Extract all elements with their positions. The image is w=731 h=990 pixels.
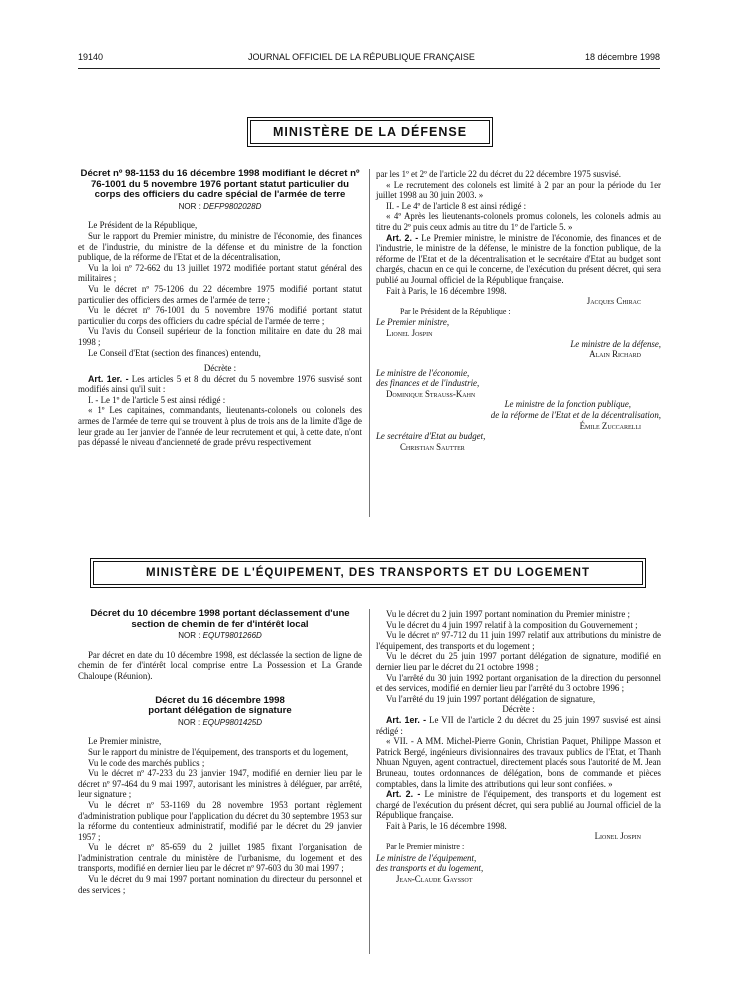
- paragraph: Vu le décret du 25 juin 1997 portant délégation de signature, modifié en dernier lieu par le décret du 21 octobre 1998 ;: [376, 651, 661, 672]
- pm-name: Lionel Jospin: [386, 327, 433, 338]
- minister-title-1: Le ministre de l'équipement,: [376, 852, 477, 863]
- nor-line: [78, 631, 362, 642]
- header-rule: [78, 68, 660, 69]
- done-line: Fait à Paris, le 16 décembre 1998.: [386, 285, 507, 296]
- column-divider: [369, 609, 370, 954]
- nor-code: DEFP9802028D: [203, 201, 262, 211]
- public-service-title-2: de la réforme de l'Etat et de la décentralisation,: [490, 410, 661, 421]
- nor-code: EQUP9801425D: [202, 717, 263, 727]
- paragraph: Vu le décret du 9 mai 1997 portant nomination du directeur du personnel et des services ;: [78, 874, 362, 895]
- decree-title: Décret nº 98-1153 du 16 décembre 1998 modifiant le décret nº 76-1001 du 5 novembre 1976 portant statut particulier du corps des officiers du cadre spécial de l'armée de terre: [80, 168, 360, 201]
- ministry-box-defense: [247, 117, 493, 147]
- budget-title: Le secrétaire d'Etat au budget,: [376, 431, 486, 442]
- paragraph: Sur le rapport du ministre de l'équipement, des transports et du logement,: [88, 746, 349, 757]
- paragraph: Vu l'arrêté du 19 juin 1997 portant délégation de signature,: [386, 693, 596, 704]
- paragraph: Vu le décret du 4 juin 1997 relatif à la composition du Gouvernement ;: [386, 619, 638, 630]
- paragraph: Par décret en date du 10 décembre 1998, est déclassée la section de ligne de chemin de fer d'intérêt local comprise entre La Possession et La Grande Chaloupe (Réunion).: [78, 649, 362, 681]
- paragraph: Vu le décret nº 97-712 du 11 juin 1997 relatif aux attributions du ministre de l'équipement, des transports et du logement ;: [376, 630, 661, 651]
- minister-title-2: des transports et du logement,: [376, 863, 484, 874]
- running-header: [78, 52, 660, 68]
- journal-title: JOURNAL OFFICIEL DE LA RÉPUBLIQUE FRANÇAISE: [248, 52, 475, 62]
- defense-name: Alain Richard: [589, 349, 641, 360]
- paragraph: I. - Le 1º de l'article 5 est ainsi rédigé :: [88, 394, 226, 405]
- nor-line: [78, 202, 362, 213]
- section1-left-column: [78, 169, 362, 448]
- paragraph: Vu le décret nº 75-1206 du 22 décembre 1975 modifié portant statut particulier des officiers des armes de l'armée de terre ;: [78, 283, 362, 305]
- economy-title-2: des finances et de l'industrie,: [376, 378, 480, 389]
- pm-title: Le Premier ministre,: [376, 317, 450, 328]
- minister-name: Jean-Claude Gayssot: [396, 873, 473, 884]
- paragraph: Vu le décret nº 47-233 du 23 janvier 1947, modifié en dernier lieu par le décret nº 97-464 du 9 mai 1997, autorisant les ministres à déléguer, par arrêté, leur signature ;: [78, 768, 362, 800]
- signature-president: Jacques Chirac: [586, 296, 641, 307]
- paragraph: Vu le décret nº 85-659 du 2 juillet 1985 fixant l'organisation de l'administration centrale du ministère de l'urbanisme, du logement et des transports, modifié en dernier lieu par le décret nº 97-603 du 30 mai 1997 ;: [78, 842, 362, 874]
- article-label: Art. 1er. -: [386, 714, 427, 725]
- paragraph: Le Premier ministre,: [88, 736, 162, 747]
- nor-label: NOR :: [178, 631, 201, 641]
- paragraph: « VII. - A MM. Michel-Pierre Gonin, Christian Paquet, Philippe Masson et Patrick Bergé, ingénieurs divisionnaires des travaux publics de l'Etat, et Thanh Nhuan Nguyen, agent contractuel, directement placés sous l'autorité de M. Jean Bruneau, toutes ordonnances de délégation, bons de commande et pièces comptables, dans la limite des attributions qui leur sont confiées. »: [376, 736, 661, 789]
- column-divider: [369, 169, 370, 517]
- done-line: Fait à Paris, le 16 décembre 1998.: [386, 820, 507, 831]
- article-text: Le ministre de l'équipement, des transports et du logement est chargé de l'exécution du présent décret, qui sera publié au Journal officiel de la République française.: [376, 789, 661, 821]
- paragraph: « 4º Après les lieutenants-colonels promus colonels, les colonels admis au titre du 2º puis ceux admis au titre du 1º de l'article 5. »: [376, 211, 661, 232]
- paragraph: « 1º Les capitaines, commandants, lieutenants-colonels ou colonels des armes de l'armée de terre qui se trouvent à plus de trois ans de la limite d'âge de leur grade au 1er janvier de l'année de leur recrutement et qui, à cette date, n'ont pas dépassé le niveau d'ancienneté de grade prévu respectivement: [78, 405, 362, 448]
- paragraph: Vu le code des marchés publics ;: [88, 757, 205, 768]
- paragraph: Vu la loi nº 72-662 du 13 juillet 1972 modifiée portant statut général des militaires ;: [78, 262, 362, 284]
- signature-pm: Lionel Jospin: [594, 831, 641, 842]
- defense-title: Le ministre de la défense,: [570, 338, 661, 349]
- public-service-title-1: Le ministre de la fonction publique,: [504, 399, 631, 410]
- economy-name: Dominique Strauss-Kahn: [386, 388, 476, 399]
- issue-date: 18 décembre 1998: [584, 52, 660, 62]
- decree-1-title: Décret du 10 décembre 1998 portant déclassement d'une section de chemin de fer d'intérêt local: [90, 608, 350, 630]
- by-president: Par le Président de la République :: [400, 306, 511, 316]
- paragraph: Vu l'avis du Conseil supérieur de la fonction militaire en date du 28 mai 1998 ;: [78, 326, 362, 347]
- article-label: Art. 2. -: [386, 232, 419, 243]
- paragraph: Vu le décret nº 76-1001 du 5 novembre 1976 modifié portant statut particulier du corps des officiers du cadre spécial de l'armée de terre ;: [78, 305, 362, 326]
- article-label: Art. 1er. -: [88, 373, 129, 384]
- budget-name: Christian Sautter: [400, 441, 465, 452]
- page-number: 19140: [78, 52, 104, 62]
- nor-line: [78, 718, 362, 729]
- section2-right-column: [376, 609, 661, 884]
- decrete-line: Décrète :: [502, 704, 535, 715]
- by-pm: Par le Premier ministre :: [386, 842, 465, 852]
- paragraph: « Le recrutement des colonels est limité à 2 par an pour la période du 1er juillet 1998 au 30 juin 2003. »: [376, 179, 661, 201]
- article-1: [376, 715, 661, 736]
- paragraph: Vu l'arrêté du 30 juin 1992 portant organisation de la direction du personnel et des services, modifié en dernier lieu par l'arrêté du 3 octobre 1996 ;: [376, 672, 661, 694]
- paragraph: Sur le rapport du Premier ministre, du ministre de l'économie, des finances et de l'industrie, du ministre de la défense et du ministre de la fonction publique, de la réforme de l'Etat et de la décentralisation,: [78, 230, 362, 263]
- decrete-line: Décrète :: [203, 363, 237, 374]
- paragraph: Vu le décret du 2 juin 1997 portant nomination du Premier ministre ;: [386, 609, 630, 619]
- ministry-box-equipment: [90, 558, 646, 588]
- paragraph: par les 1º et 2º de l'article 22 du décret du 22 décembre 1975 susvisé.: [376, 169, 621, 179]
- article-1: [78, 374, 362, 395]
- article-2: [376, 789, 661, 821]
- section1-right-column: [376, 169, 661, 452]
- article-text: Les articles 5 et 8 du décret du 5 novembre 1976 susvisé sont modifiés ainsi qu'il suit :: [78, 373, 362, 395]
- decree-2-title-2: portant délégation de signature: [148, 705, 292, 717]
- article-label: Art. 2. -: [386, 789, 421, 800]
- paragraph: Vu le décret nº 53-1169 du 28 novembre 1953 portant règlement d'administration publique pour l'application du décret du 30 septembre 1953 sur la réforme du contentieux administratif, modifié par le décret du 29 janvier 1957 ;: [78, 799, 362, 842]
- article-2: [376, 233, 661, 286]
- paragraph: II. - Le 4º de l'article 8 est ainsi rédigé :: [386, 200, 527, 211]
- paragraph: Le Conseil d'Etat (section des finances) entendu,: [88, 347, 261, 358]
- public-service-name: Émile Zuccarelli: [579, 420, 641, 431]
- decree-2-title-1: Décret du 16 décembre 1998: [155, 694, 285, 706]
- paragraph: Le Président de la République,: [88, 220, 198, 231]
- article-text: Le Premier ministre, le ministre de l'économie, des finances et de l'industrie, le ministre de la défense, le ministre de la fonction publique, de la réforme de l'Etat et de la décentralisation et le secrétaire d'Etat au budget sont chargés, chacun en ce qui le concerne, de l'exécution du présent décret, qui sera publié au Journal officiel de la République française.: [376, 232, 662, 285]
- article-text: Le VII de l'article 2 du décret du 25 juin 1997 susvisé est ainsi rédigé :: [376, 714, 661, 736]
- economy-title-1: Le ministre de l'économie,: [376, 367, 470, 378]
- nor-label: NOR :: [177, 717, 201, 727]
- section2-left-column: [78, 609, 362, 895]
- nor-code: EQUT9801266D: [202, 631, 262, 641]
- nor-label: NOR :: [178, 201, 201, 211]
- ministry-title: MINISTÈRE DE L'ÉQUIPEMENT, DES TRANSPORTS ET DU LOGEMENT: [145, 567, 590, 579]
- ministry-title: MINISTÈRE DE LA DÉFENSE: [272, 125, 468, 139]
